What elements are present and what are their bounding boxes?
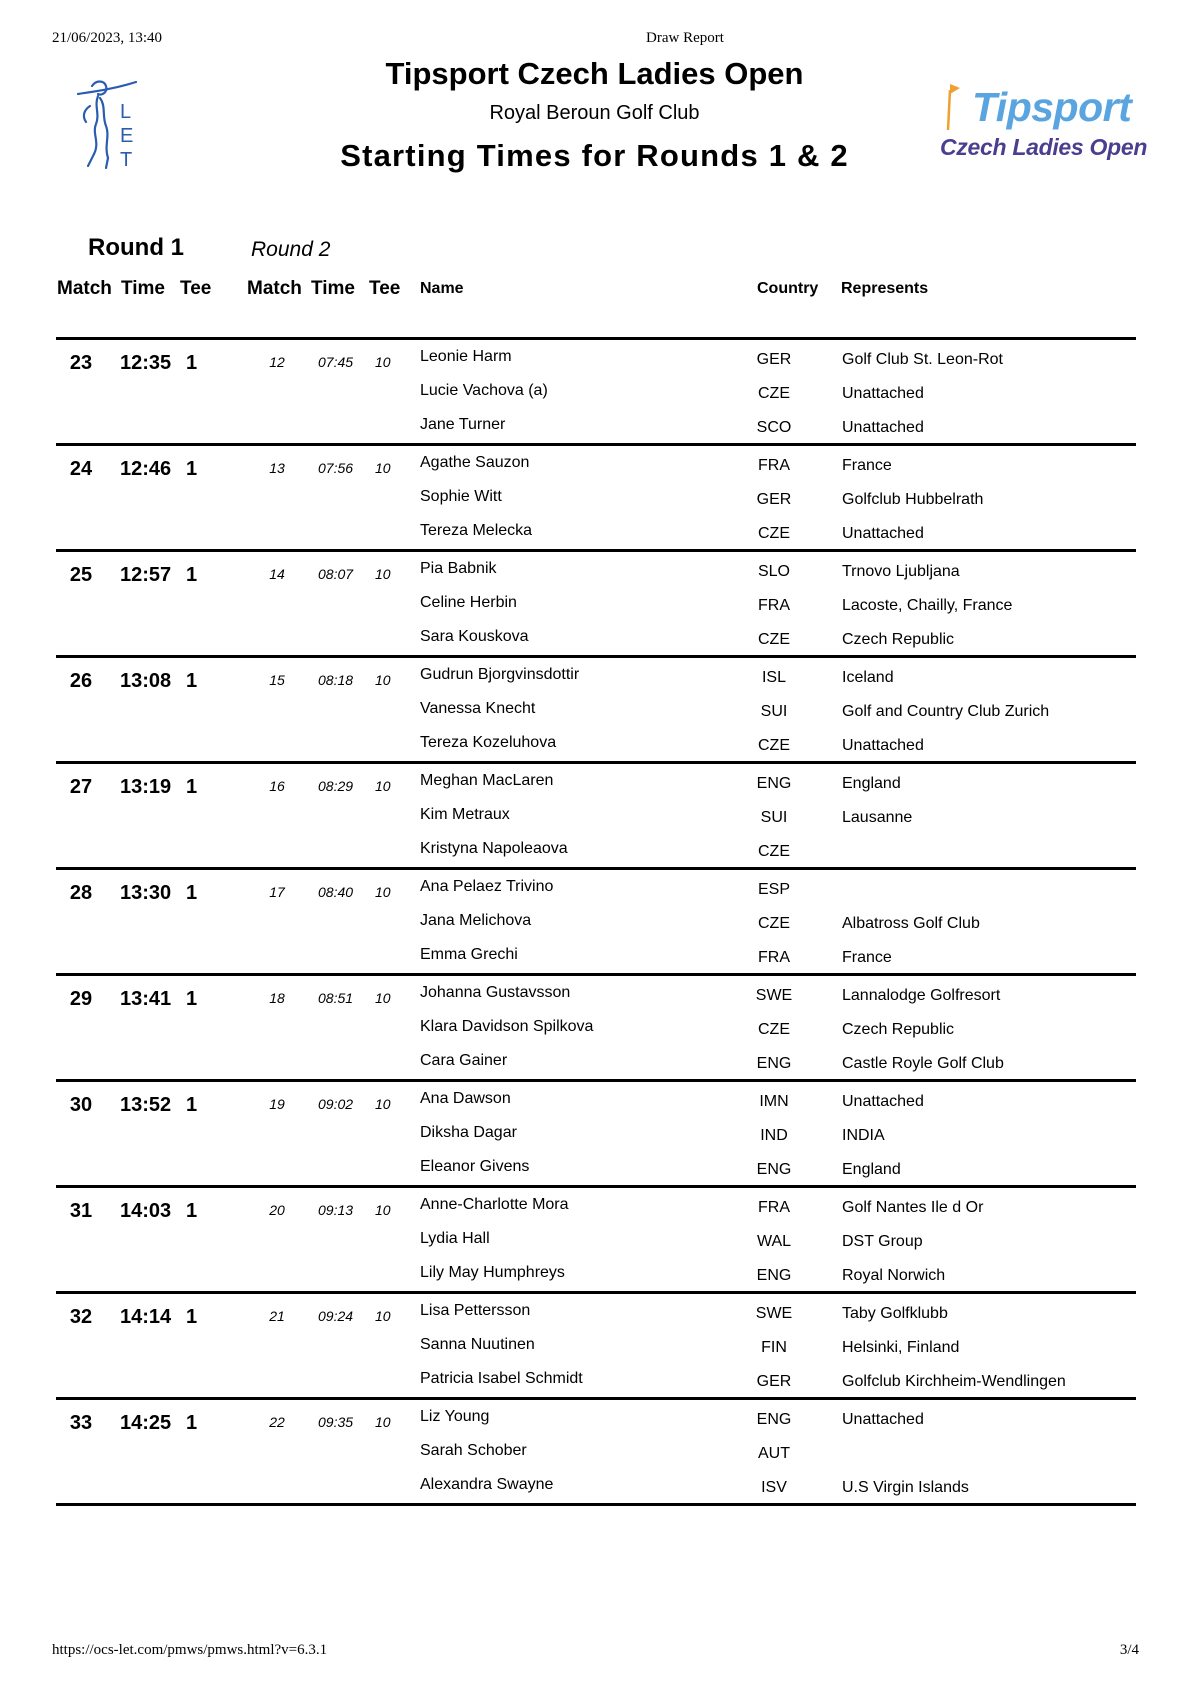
round2-tee: 10 (375, 672, 391, 688)
player-row (56, 384, 1136, 418)
player-country: CZE (758, 843, 790, 860)
player-represents: Czech Republic (842, 631, 955, 648)
player-represents: Golf and Country Club Zurich (842, 703, 1050, 720)
round1-start-time: 13:08 (120, 670, 172, 692)
tee-time-group (56, 443, 1136, 549)
round2-start-time: 08:51 (318, 990, 354, 1006)
round1-match-number: 29 (69, 988, 93, 1010)
header-country: Country (757, 280, 819, 297)
player-country: IMN (759, 1093, 789, 1110)
round2-start-time: 08:29 (318, 778, 354, 794)
round2-label: Round 2 (251, 238, 331, 261)
round2-start-time: 07:56 (318, 460, 354, 476)
player-row (56, 1020, 1136, 1054)
round1-start-time: 12:46 (120, 458, 172, 480)
player-country: SLO (757, 563, 790, 580)
player-represents: Castle Royle Golf Club (842, 1055, 1004, 1072)
player-name: Sara Kouskova (420, 628, 529, 645)
round2-match-number: 19 (269, 1096, 285, 1112)
let-letter-l: L (120, 101, 132, 123)
player-country: WAL (756, 1233, 792, 1250)
round1-tee: 1 (186, 458, 198, 480)
player-row (56, 1232, 1136, 1266)
round1-start-time: 13:30 (120, 882, 172, 904)
player-country: CZE (758, 1021, 790, 1038)
round1-tee: 1 (186, 1306, 198, 1328)
tee-time-group (56, 867, 1136, 973)
player-country: IND (760, 1127, 788, 1144)
player-name: Ana Dawson (420, 1090, 511, 1107)
round1-match-number: 30 (69, 1094, 93, 1116)
player-country: SWE (755, 1305, 793, 1322)
round1-start-time: 14:14 (120, 1306, 172, 1328)
player-represents: Czech Republic (842, 1021, 955, 1038)
tee-time-group (56, 337, 1136, 443)
round2-start-time: 08:40 (318, 884, 354, 900)
player-name: Eleanor Givens (420, 1158, 530, 1175)
round1-start-time: 12:35 (120, 352, 172, 374)
player-represents: England (842, 1161, 901, 1178)
tee-time-group (56, 761, 1136, 867)
player-name: Johanna Gustavsson (420, 984, 571, 1001)
player-name: Vanessa Knecht (420, 700, 536, 717)
event-title: Tipsport Czech Ladies Open (385, 56, 804, 91)
let-letter-t: T (120, 149, 133, 171)
player-row (56, 1410, 1136, 1444)
player-name: Liz Young (420, 1408, 490, 1425)
player-name: Diksha Dagar (420, 1124, 517, 1141)
header-r2-time: Time (311, 278, 356, 299)
round2-tee: 10 (375, 1308, 391, 1324)
player-name: Anne-Charlotte Mora (420, 1196, 569, 1213)
round2-start-time: 09:13 (318, 1202, 354, 1218)
round2-match-number: 12 (269, 354, 285, 370)
round1-start-time: 14:03 (120, 1200, 172, 1222)
player-country: CZE (758, 737, 790, 754)
round2-start-time: 09:02 (318, 1096, 354, 1112)
round1-start-time: 13:41 (120, 988, 172, 1010)
player-row (56, 1126, 1136, 1160)
tee-time-group (56, 655, 1136, 761)
round2-match-number: 17 (269, 884, 285, 900)
round1-match-number: 24 (69, 458, 93, 480)
round2-tee: 10 (375, 884, 391, 900)
player-represents: Unattached (842, 525, 924, 542)
player-represents: Iceland (842, 669, 894, 686)
round1-start-time: 13:19 (120, 776, 172, 798)
round1-tee: 1 (186, 988, 198, 1010)
round2-tee: 10 (375, 778, 391, 794)
tee-time-group (56, 1079, 1136, 1185)
round1-match-number: 27 (69, 776, 93, 798)
player-row (56, 1198, 1136, 1232)
player-name: Jana Melichova (420, 912, 532, 929)
player-represents: Golf Club St. Leon-Rot (842, 351, 1003, 368)
player-represents: Helsinki, Finland (842, 1339, 960, 1356)
player-row (56, 456, 1136, 490)
event-venue: Royal Beroun Golf Club (489, 102, 700, 124)
player-row (56, 702, 1136, 736)
player-country: FRA (758, 597, 790, 614)
player-name: Pia Babnik (420, 560, 497, 577)
player-country: ENG (756, 1055, 792, 1072)
player-row (56, 880, 1136, 914)
round1-match-number: 31 (69, 1200, 93, 1222)
page-subtitle: Starting Times for Rounds 1 & 2 (340, 138, 849, 173)
round2-tee: 10 (375, 354, 391, 370)
player-represents: Golfclub Kirchheim-Wendlingen (842, 1373, 1066, 1390)
player-country: ESP (757, 881, 790, 898)
player-row (56, 562, 1136, 596)
player-row (56, 350, 1136, 384)
player-row (56, 774, 1136, 808)
draw-table (56, 337, 1136, 1506)
header-r2-tee: Tee (369, 278, 401, 299)
player-represents: Unattached (842, 385, 924, 402)
header-name: Name (420, 280, 464, 297)
player-represents: France (842, 949, 892, 966)
player-country: GER (756, 491, 792, 508)
round1-start-time: 14:25 (120, 1412, 172, 1434)
player-name: Ana Pelaez Trivino (420, 878, 554, 895)
player-name: Lydia Hall (420, 1230, 490, 1247)
player-represents: Golfclub Hubbelrath (842, 491, 984, 508)
round2-start-time: 08:18 (318, 672, 354, 688)
player-country: GER (756, 351, 792, 368)
player-row (56, 914, 1136, 948)
header-represents: Represents (841, 280, 929, 297)
player-country: SUI (760, 809, 788, 826)
header-r2-match: Match (247, 278, 302, 299)
round2-start-time: 08:07 (318, 566, 354, 582)
player-represents: DST Group (842, 1233, 923, 1250)
player-country: ENG (756, 775, 792, 792)
player-represents: Unattached (842, 1411, 924, 1428)
round1-tee: 1 (186, 564, 198, 586)
player-name: Celine Herbin (420, 594, 517, 611)
player-country: FRA (758, 949, 790, 966)
print-doc-title: Draw Report (646, 30, 724, 46)
player-row (56, 986, 1136, 1020)
round1-start-time: 13:52 (120, 1094, 172, 1116)
player-represents: U.S Virgin Islands (842, 1479, 969, 1496)
player-country: ENG (756, 1411, 792, 1428)
player-row (56, 490, 1136, 524)
tee-time-group (56, 1185, 1136, 1291)
player-row (56, 596, 1136, 630)
player-name: Jane Turner (420, 416, 506, 433)
tee-time-group (56, 549, 1136, 655)
round2-match-number: 14 (269, 566, 285, 582)
player-country: SCO (756, 419, 792, 436)
tee-time-group (56, 1291, 1136, 1397)
player-row (56, 808, 1136, 842)
player-country: AUT (758, 1445, 790, 1462)
player-name: Emma Grechi (420, 946, 518, 963)
header-r1-match: Match (57, 278, 112, 299)
round1-tee: 1 (186, 1412, 198, 1434)
player-represents: Albatross Golf Club (842, 915, 980, 932)
player-represents: Lausanne (842, 809, 913, 826)
player-country: FIN (761, 1339, 787, 1356)
round1-label: Round 1 (88, 234, 184, 261)
round1-match-number: 33 (69, 1412, 93, 1434)
round2-tee: 10 (375, 990, 391, 1006)
player-row (56, 1478, 1136, 1512)
round1-match-number: 26 (69, 670, 93, 692)
round2-tee: 10 (375, 460, 391, 476)
round1-tee: 1 (186, 352, 198, 374)
player-country: GER (756, 1373, 792, 1390)
player-name: Sophie Witt (420, 488, 502, 505)
player-country: ISV (761, 1479, 787, 1496)
player-country: CZE (758, 915, 790, 932)
round2-match-number: 22 (269, 1414, 285, 1430)
header-r1-tee: Tee (180, 278, 212, 299)
player-name: Lisa Pettersson (420, 1302, 531, 1319)
let-letter-e: E (120, 125, 134, 147)
round2-match-number: 18 (269, 990, 285, 1006)
player-name: Meghan MacLaren (420, 772, 554, 789)
round1-tee: 1 (186, 882, 198, 904)
round1-tee: 1 (186, 670, 198, 692)
player-country: ENG (756, 1161, 792, 1178)
player-name: Patricia Isabel Schmidt (420, 1370, 583, 1387)
round1-match-number: 28 (69, 882, 93, 904)
round2-tee: 10 (375, 1202, 391, 1218)
player-name: Sarah Schober (420, 1442, 527, 1459)
player-name: Gudrun Bjorgvinsdottir (420, 666, 580, 683)
player-name: Tereza Melecka (420, 522, 533, 539)
round2-match-number: 20 (269, 1202, 285, 1218)
round1-tee: 1 (186, 776, 198, 798)
player-represents: Royal Norwich (842, 1267, 946, 1284)
brand-logo-word: Tipsport (972, 84, 1132, 130)
player-represents: Unattached (842, 1093, 924, 1110)
round1-match-number: 25 (69, 564, 93, 586)
player-name: Agathe Sauzon (420, 454, 530, 471)
player-row (56, 1338, 1136, 1372)
player-row (56, 1304, 1136, 1338)
round2-match-number: 16 (269, 778, 285, 794)
page-number: 3/4 (1119, 1642, 1139, 1658)
round2-start-time: 07:45 (318, 354, 354, 370)
round1-tee: 1 (186, 1200, 198, 1222)
player-country: SWE (755, 987, 793, 1004)
player-represents: France (842, 457, 892, 474)
round2-match-number: 15 (269, 672, 285, 688)
round2-start-time: 09:35 (318, 1414, 354, 1430)
round2-tee: 10 (375, 566, 391, 582)
player-country: CZE (758, 385, 790, 402)
player-represents: Lannalodge Golfresort (842, 987, 1001, 1004)
player-represents: Unattached (842, 737, 924, 754)
round1-tee: 1 (186, 1094, 198, 1116)
player-country: CZE (758, 525, 790, 542)
player-country: ENG (756, 1267, 792, 1284)
player-row (56, 1444, 1136, 1478)
player-country: ISL (761, 669, 786, 686)
round1-match-number: 32 (69, 1306, 93, 1328)
player-represents: Unattached (842, 419, 924, 436)
player-name: Klara Davidson Spilkova (420, 1018, 594, 1035)
round1-start-time: 12:57 (120, 564, 172, 586)
round2-tee: 10 (375, 1414, 391, 1430)
player-country: SUI (760, 703, 788, 720)
tee-time-group (56, 973, 1136, 1079)
player-name: Alexandra Swayne (420, 1476, 554, 1493)
round2-tee: 10 (375, 1096, 391, 1112)
player-represents: INDIA (842, 1127, 885, 1144)
tee-time-group (56, 1397, 1136, 1506)
print-datetime: 21/06/2023, 13:40 (52, 30, 163, 46)
player-country: FRA (758, 1199, 790, 1216)
player-name: Leonie Harm (420, 348, 512, 365)
player-represents: Trnovo Ljubljana (842, 563, 960, 580)
player-name: Sanna Nuutinen (420, 1336, 535, 1353)
player-name: Kristyna Napoleaova (420, 840, 568, 857)
player-country: FRA (758, 457, 790, 474)
player-name: Cara Gainer (420, 1052, 508, 1069)
brand-logo-subtitle: Czech Ladies Open (940, 134, 1148, 160)
round1-match-number: 23 (69, 352, 93, 374)
print-url: https://ocs-let.com/pmws/pmws.html?v=6.3.1 (52, 1642, 328, 1658)
header-r1-time: Time (121, 278, 166, 299)
round2-match-number: 21 (269, 1308, 285, 1324)
round2-start-time: 09:24 (318, 1308, 354, 1324)
player-represents: Taby Golfklubb (842, 1305, 948, 1322)
player-row (56, 1092, 1136, 1126)
player-name: Tereza Kozeluhova (420, 734, 557, 751)
player-represents: Lacoste, Chailly, France (842, 597, 1013, 614)
player-name: Lucie Vachova (a) (420, 382, 548, 399)
player-country: CZE (758, 631, 790, 648)
round2-match-number: 13 (269, 460, 285, 476)
player-name: Kim Metraux (420, 806, 510, 823)
player-row (56, 668, 1136, 702)
player-represents: England (842, 775, 901, 792)
player-represents: Golf Nantes Ile d Or (842, 1199, 984, 1216)
player-name: Lily May Humphreys (420, 1264, 565, 1281)
